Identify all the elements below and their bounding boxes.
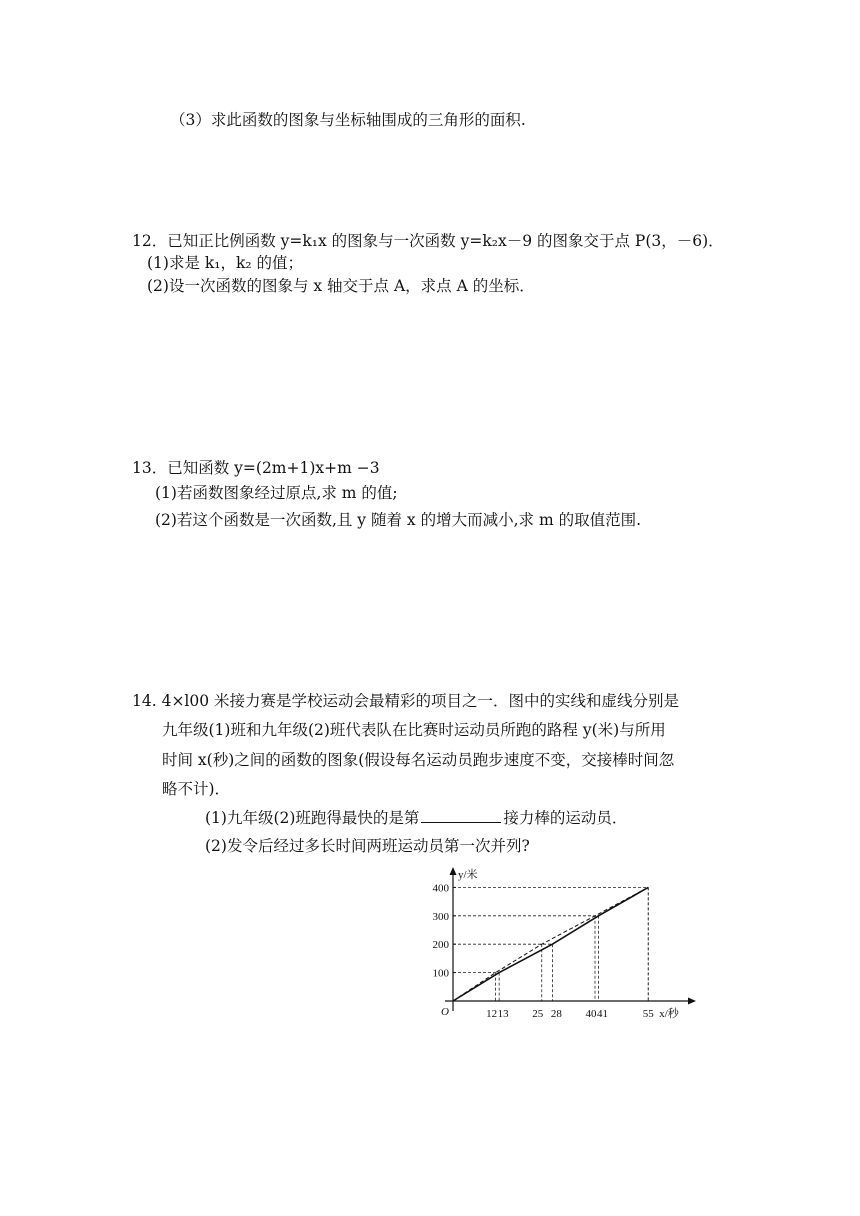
answer-blank[interactable] xyxy=(421,808,501,823)
x-tick-label: 13 xyxy=(497,1008,509,1020)
x-axis-label: x/秒 xyxy=(659,1008,679,1020)
q13-part1: (1)若函数图象经过原点,求 m 的值; xyxy=(155,484,398,502)
x-tick-label: 25 xyxy=(532,1008,544,1020)
x-tick-label: 40 xyxy=(585,1008,597,1020)
q14-part1 xyxy=(205,808,627,828)
relay-race-chart xyxy=(420,862,700,1032)
q14-line1: 14. 4×l00 米接力赛是学校运动会最精彩的项目之一．图中的实线和虚线分别是 xyxy=(132,692,680,710)
y-tick-label: 400 xyxy=(432,882,449,895)
q14-part1-text-before: (1)九年级(2)班跑得最快的是第 xyxy=(205,809,420,827)
chart-axes xyxy=(445,867,696,1011)
y-tick-label: 300 xyxy=(432,910,449,923)
q13-stem: 13．已知函数 y=(2m+1)x+m −3 xyxy=(132,459,380,477)
q13-part2: (2)若这个函数是一次函数,且 y 随着 x 的增大而减小,求 m 的取值范围. xyxy=(155,511,641,529)
q14-part2: (2)发令后经过多长时间两班运动员第一次并列? xyxy=(205,837,530,855)
x-axis-arrow xyxy=(688,998,696,1005)
q14-line3: 时间 x(秒)之间的函数的图象(假设每名运动员跑步速度不变，交接棒时间忽 xyxy=(162,751,675,769)
q14-line4: 略不计)． xyxy=(162,780,231,798)
x-tick-label: 41 xyxy=(597,1008,609,1020)
q14-line2: 九年级(1)班和九年级(2)班代表队在比赛时运动员所跑的路程 y(米)与所用 xyxy=(162,721,666,739)
x-tick-label: 55 xyxy=(642,1008,654,1020)
q12-stem: 12．已知正比例函数 y=k₁x 的图象与一次函数 y=k₂x－9 的图象交于点 P(3，－6)． xyxy=(132,232,724,250)
y-tick-label: 100 xyxy=(432,967,449,980)
q12-part2: (2)设一次函数的图象与 x 轴交于点 A，求点 A 的坐标． xyxy=(147,277,535,295)
x-tick-label: 12 xyxy=(486,1008,498,1020)
y-tick-label: 200 xyxy=(432,939,449,952)
y-axis-label: y/米 xyxy=(458,869,478,881)
y-axis-arrow xyxy=(450,867,457,875)
q14-part1-text-after: 接力棒的运动员． xyxy=(503,809,628,827)
x-tick-label: 28 xyxy=(550,1008,562,1020)
q11-part3: （3）求此函数的图象与坐标轴围成的三角形的面积. xyxy=(170,111,526,129)
q12-part1: (1)求是 k₁，k₂ 的值； xyxy=(147,254,304,272)
origin-label: O xyxy=(441,1006,449,1018)
